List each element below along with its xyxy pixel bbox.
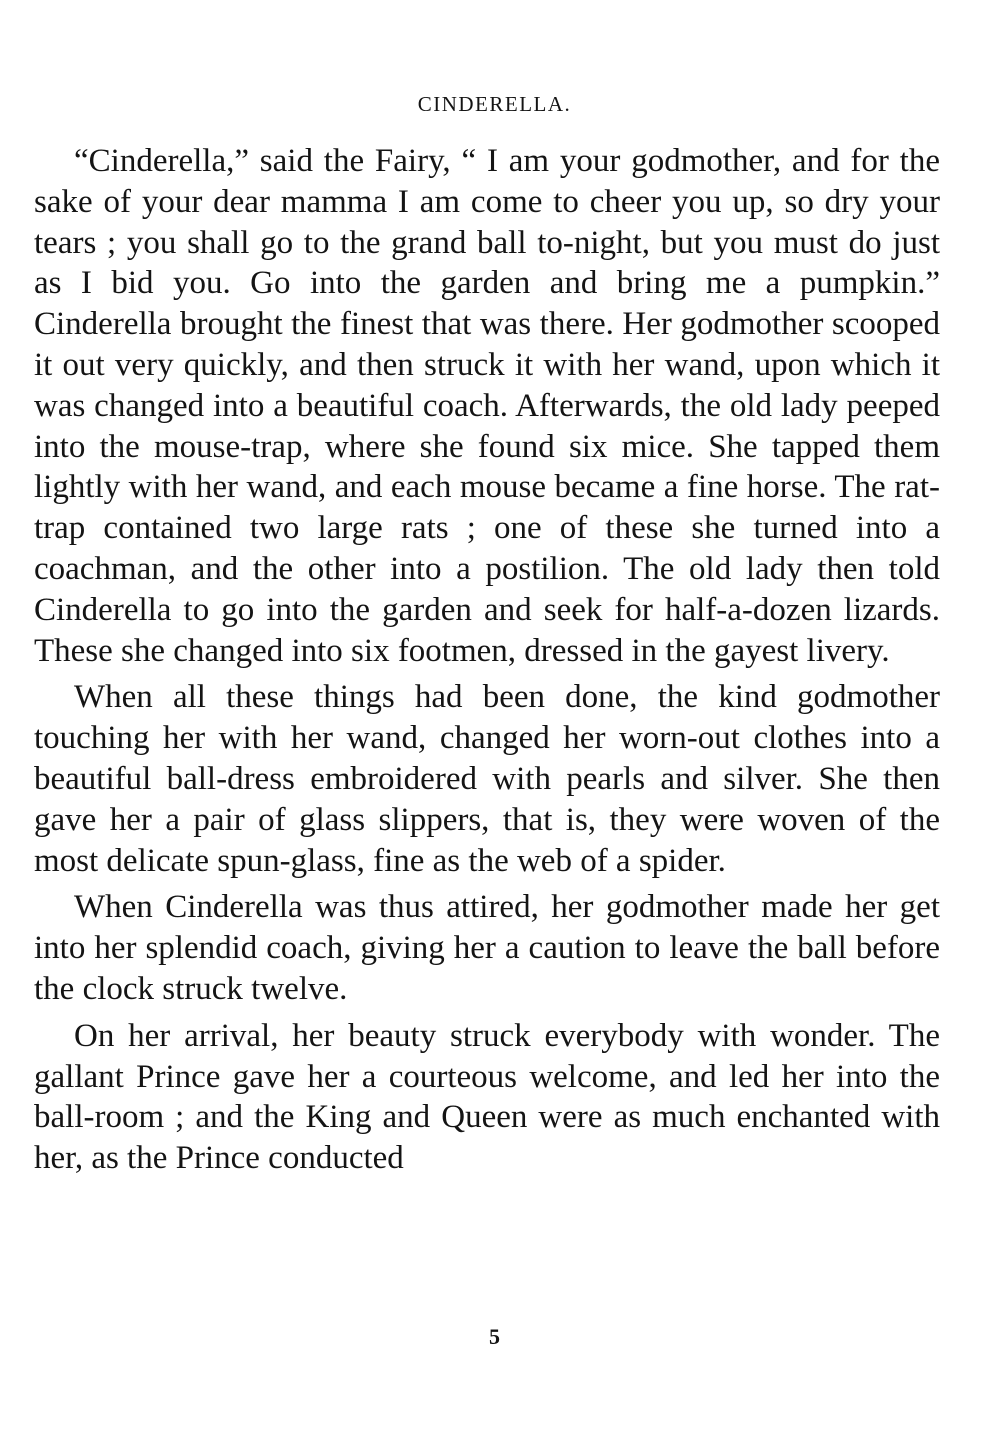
- paragraph: When all these things had been done, the kind godmother touching her with her wand, changed her worn-out clothes into a beautiful ball-dress embroidered with pearls and silver. She then gave her a pair of glass slippers, that is, they were woven of the most delicate spun-glass, fine as the web of a spider.: [34, 679, 940, 879]
- paragraph: “Cinderella,” said the Fairy, “ I am your godmother, and for the sake of your dear mamma I am come to cheer you up, so dry your tears ; you shall go to the grand ball to-night, but you must do just as I bid you. Go into the garden and bring me a pumpkin.” Cinderella brought the finest that was there. Her godmother scooped it out very quickly, and then struck it with her wand, upon which it was changed into a beautiful coach. Afterwards, the old lady peeped into the mouse-trap, where she found six mice. She tapped them lightly with her wand, and each mouse became a fine horse. The rat-trap contained two large rats ; one of these she turned into a coachman, and the other into a postilion. The old lady then told Cinderella to go into the garden and seek for half-a-dozen lizards. These she changed into six footmen, dressed in the gayest livery.: [34, 143, 940, 669]
- page-number: 5: [489, 1324, 500, 1349]
- running-head: CINDERELLA.: [417, 92, 572, 116]
- body-text: [34, 141, 940, 1185]
- paragraph: When Cinderella was thus attired, her godmother made her get into her splendid coach, giving her a caution to leave the ball before the clock struck twelve.: [34, 889, 940, 1007]
- paragraph: On her arrival, her beauty struck everybody with wonder. The gallant Prince gave her a courteous welcome, and led her into the ball-room ; and the King and Queen were as much enchanted with her, as the Prince conducted: [34, 1017, 940, 1177]
